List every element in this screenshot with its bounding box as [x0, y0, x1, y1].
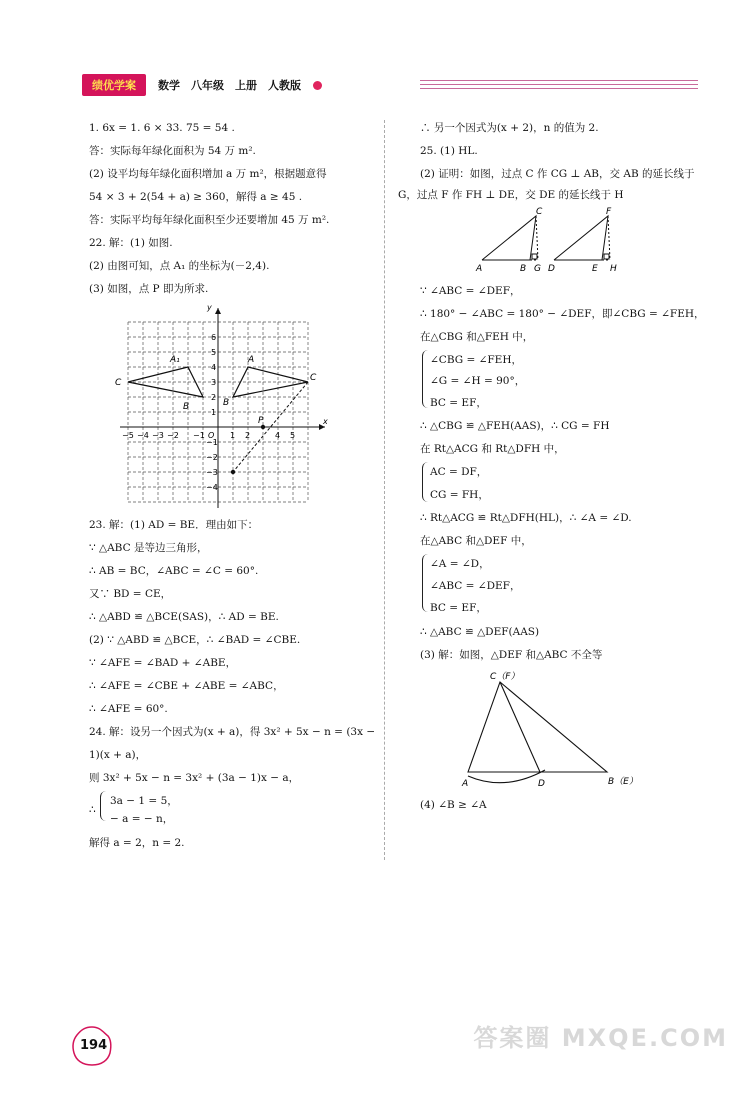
text-line: ∠CBG = ∠FEH，	[430, 354, 523, 366]
label-b1: B	[183, 402, 190, 412]
label-h: H	[610, 264, 617, 274]
y-tick: −2	[206, 453, 218, 462]
text-line: 答：实际每年绿化面积为 54 万 m².	[89, 145, 256, 157]
text-line: BC = EF，	[430, 397, 487, 409]
label-c1: C	[115, 378, 122, 388]
text-line: ∴ 180° − ∠ABC = 180° − ∠DEF，即∠CBG = ∠FEH，	[420, 308, 705, 320]
y-tick: 5	[211, 348, 217, 357]
watermark: 答案圈 MXQE.COM	[473, 1024, 728, 1052]
x-tick: 5	[290, 431, 296, 440]
text-line: 54 × 3 + 2(54 + a) ≥ 360，解得 a ≥ 45 .	[89, 191, 303, 203]
x-tick: −4	[137, 431, 149, 440]
book-info: 数学 八年级 上册 人教版	[158, 79, 301, 92]
y-tick: −1	[206, 438, 218, 447]
text-line: (2) 证明：如图，过点 C 作 CG ⊥ AB，交 AB 的延长线于	[420, 168, 695, 180]
y-axis-label: y	[207, 303, 212, 312]
non-congruent-triangles-figure	[450, 668, 640, 793]
text-line: ∠ABC = ∠DEF，	[430, 580, 521, 592]
system-brace	[422, 462, 428, 502]
text-line: − a = − n，	[110, 813, 174, 825]
label-c: C	[536, 207, 543, 217]
text-line: AC = DF，	[430, 466, 488, 478]
therefore-symbol: ∴	[89, 804, 96, 816]
text-line: ∵ ∠AFE = ∠BAD + ∠ABE，	[89, 657, 237, 669]
text-line: 22. 解：(1) 如图.	[89, 237, 173, 249]
label-d: D	[548, 264, 555, 274]
x-tick: 2	[245, 431, 251, 440]
text-line: ∠A = ∠D，	[430, 558, 490, 570]
label-a: A	[462, 779, 469, 789]
x-tick: −1	[193, 431, 205, 440]
text-line: 则 3x² + 5x − n = 3x² + (3a − 1)x − a，	[89, 772, 300, 784]
page-number: 194	[80, 1038, 108, 1053]
label-be: B（E）	[608, 777, 638, 787]
label-p: P	[258, 416, 264, 426]
y-tick: 4	[211, 363, 217, 372]
text-line: (3) 解：如图，△DEF 和△ABC 不全等	[420, 649, 603, 661]
text-line: 又∵ BD = CE，	[89, 588, 172, 600]
x-tick: 4	[275, 431, 281, 440]
text-line: ∴ 另一个因式为(x + 2)，n 的值为 2.	[420, 122, 599, 134]
x-axis-label: x	[323, 417, 328, 426]
brand-badge: 绩优学案	[82, 74, 146, 96]
y-tick: −4	[206, 483, 218, 492]
label-c: C	[310, 373, 317, 383]
text-line: ∴ ∠AFE = 60°.	[89, 703, 168, 715]
origin-label: O	[208, 431, 215, 440]
text-line: ∵ ∠ABC = ∠DEF，	[420, 285, 521, 297]
label-b: B	[520, 264, 527, 274]
column-divider	[384, 120, 385, 860]
label-a: A	[476, 264, 483, 274]
text-line: 1. 6x = 1. 6 × 33. 75 = 54 .	[89, 122, 235, 134]
text-line: (4) ∠B ≥ ∠A	[420, 799, 487, 811]
y-tick: 1	[211, 408, 217, 417]
label-a: A	[248, 355, 255, 365]
label-a1: A₁	[170, 355, 180, 365]
text-line: (3) 如图，点 P 即为所求.	[89, 283, 209, 295]
label-g: G	[534, 264, 541, 274]
text-line: 在△ABC 和△DEF 中，	[420, 535, 532, 547]
x-tick: −5	[122, 431, 134, 440]
text-line: 答：实际平均每年绿化面积至少还要增加 45 万 m².	[89, 214, 330, 226]
y-tick: 3	[211, 378, 217, 387]
text-line: 解得 a = 2，n = 2.	[89, 837, 185, 849]
label-e: E	[592, 264, 598, 274]
text-line: G，过点 F 作 FH ⊥ DE，交 DE 的延长线于 H	[398, 189, 624, 201]
x-tick: 1	[230, 431, 236, 440]
congruent-triangles-figure	[472, 206, 632, 276]
label-d: D	[538, 779, 545, 789]
label-cf: C（F）	[490, 672, 520, 682]
y-tick: −3	[206, 468, 218, 477]
point-c-reflected	[231, 470, 235, 474]
text-line: ∵ △ABC 是等边三角形，	[89, 542, 208, 554]
text-line: ∠G = ∠H = 90°，	[430, 375, 526, 387]
system-brace	[422, 554, 428, 612]
y-tick: 2	[211, 393, 217, 402]
text-line: 1)(x + a)，	[89, 749, 147, 761]
text-line: ∴ △ABD ≌ △BCE(SAS)，∴ AD = BE.	[89, 611, 279, 623]
text-line: ∴ AB = BC，∠ABC = ∠C = 60°.	[89, 565, 259, 577]
text-line: 3a − 1 = 5，	[110, 795, 178, 807]
system-brace	[422, 350, 428, 408]
system-brace	[100, 791, 106, 821]
text-line: 25. (1) HL.	[420, 145, 478, 157]
text-line: BC = EF，	[430, 602, 487, 614]
label-b: B	[223, 398, 230, 408]
text-line: ∴ △ABC ≌ △DEF(AAS)	[420, 626, 540, 638]
x-tick: −2	[167, 431, 179, 440]
coordinate-grid-figure	[110, 300, 340, 510]
y-tick: 6	[211, 333, 217, 342]
text-line: 24. 解：设另一个因式为(x + a)，得 3x² + 5x − n = (3x −	[89, 726, 376, 738]
text-line: 在△CBG 和△FEH 中，	[420, 331, 534, 343]
text-line: 23. 解：(1) AD = BE．理由如下：	[89, 519, 259, 531]
text-line: ∴ △CBG ≌ △FEH(AAS)，∴ CG = FH	[420, 420, 610, 432]
text-line: (2) ∵ △ABD ≌ △BCE，∴ ∠BAD = ∠CBE.	[89, 634, 301, 646]
text-line: ∴ Rt△ACG ≌ Rt△DFH(HL)，∴ ∠A = ∠D.	[420, 512, 632, 524]
text-line: (2) 由图可知，点 A₁ 的坐标为(－2,4).	[89, 260, 270, 272]
label-f: F	[606, 207, 612, 217]
text-line: (2) 设平均每年绿化面积增加 a 万 m²，根据题意得	[89, 168, 327, 180]
text-line: CG = FH，	[430, 489, 489, 501]
x-tick: −3	[152, 431, 164, 440]
text-line: ∴ ∠AFE = ∠CBE + ∠ABE = ∠ABC，	[89, 680, 284, 692]
page-header	[82, 74, 322, 96]
header-decorative-lines	[420, 80, 698, 94]
header-dot-icon	[313, 81, 322, 90]
text-line: 在 Rt△ACG 和 Rt△DFH 中，	[420, 443, 565, 455]
